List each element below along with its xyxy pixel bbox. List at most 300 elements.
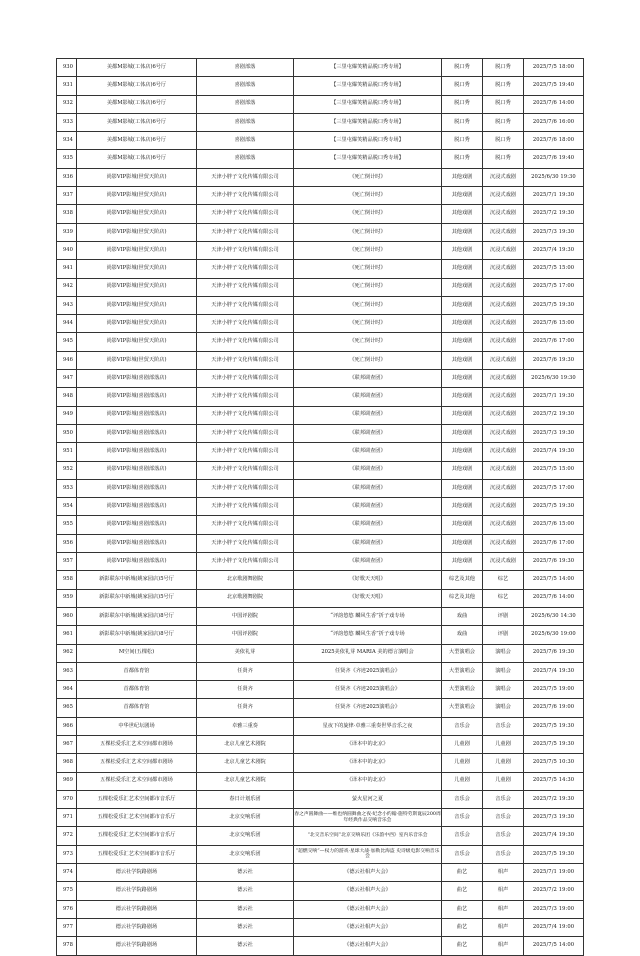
category-cell: 脱口秀 (442, 95, 483, 113)
datetime-cell: 2025/7/5 19:40 (524, 77, 584, 95)
organizer-cell: 天津小胖子文化传媒有限公司 (197, 516, 294, 534)
subcategory-cell: 沉浸式戏剧 (483, 388, 524, 406)
organizer-cell: 美依礼芽 (197, 644, 294, 662)
subcategory-cell: 相声 (483, 864, 524, 882)
category-cell: 儿童剧 (442, 754, 483, 772)
subcategory-cell: 沉浸式戏剧 (483, 296, 524, 314)
category-cell: 儿童剧 (442, 735, 483, 753)
table-row (57, 735, 584, 753)
venue-cell: 德云社学院路剧场 (77, 918, 197, 936)
category-cell: 其他戏剧 (442, 223, 483, 241)
table-row (57, 168, 584, 186)
subcategory-cell: 相声 (483, 882, 524, 900)
table-row (57, 479, 584, 497)
organizer-cell: 天津小胖子文化传媒有限公司 (197, 479, 294, 497)
subcategory-cell: 音乐会 (483, 717, 524, 735)
datetime-cell: 2025/7/1 19:30 (524, 388, 584, 406)
subcategory-cell: 综艺 (483, 589, 524, 607)
row-number: 955 (57, 516, 77, 534)
show-title-cell: 《联邦调查团》 (294, 534, 442, 552)
show-title-cell: 《死亡倒计时》 (294, 205, 442, 223)
organizer-cell: 北京儿童艺术剧院 (197, 754, 294, 772)
subcategory-cell: 沉浸式戏剧 (483, 516, 524, 534)
table-row (57, 241, 584, 259)
table-row (57, 370, 584, 388)
table-row (57, 626, 584, 644)
subcategory-cell: 评剧 (483, 626, 524, 644)
subcategory-cell: 沉浸式戏剧 (483, 187, 524, 205)
subcategory-cell: 沉浸式戏剧 (483, 333, 524, 351)
category-cell: 其他戏剧 (442, 315, 483, 333)
venue-cell: 尚影VIP影城(世贸天阶店) (77, 187, 197, 205)
organizer-cell: 天津小胖子文化传媒有限公司 (197, 296, 294, 314)
table-row (57, 754, 584, 772)
show-title-cell: 《译本中的北京》 (294, 754, 442, 772)
show-title-cell: 《联邦调查团》 (294, 516, 442, 534)
row-number: 931 (57, 77, 77, 95)
venue-cell: 五棵松爱乐汇艺术空间都市剧场 (77, 772, 197, 790)
category-cell: 音乐会 (442, 845, 483, 863)
venue-cell: 五棵松爱乐汇艺术空间都市音乐厅 (77, 827, 197, 845)
table-row (57, 589, 584, 607)
table-row (57, 845, 584, 863)
organizer-cell: 北京交响乐团 (197, 809, 294, 827)
venue-cell: 五棵松爱乐汇艺术空间都市音乐厅 (77, 845, 197, 863)
organizer-cell: 北京歌剧舞剧院 (197, 571, 294, 589)
datetime-cell: 2025/7/5 17:00 (524, 479, 584, 497)
category-cell: 其他戏剧 (442, 370, 483, 388)
datetime-cell: 2025/7/5 14:00 (524, 571, 584, 589)
show-title-cell: 《死亡倒计时》 (294, 168, 442, 186)
show-title-cell: 【三里屯爆笑精品脱口秀专场】 (294, 77, 442, 95)
organizer-cell: 天津小胖子文化传媒有限公司 (197, 168, 294, 186)
row-number: 941 (57, 260, 77, 278)
datetime-cell: 2025/7/3 19:30 (524, 424, 584, 442)
datetime-cell: 2025/7/5 10:30 (524, 754, 584, 772)
table-row (57, 443, 584, 461)
datetime-cell: 2025/7/3 19:30 (524, 223, 584, 241)
datetime-cell: 2025/7/6 14:00 (524, 589, 584, 607)
organizer-cell: 卓雅三重奏 (197, 717, 294, 735)
subcategory-cell: 音乐会 (483, 827, 524, 845)
show-title-cell: 【三里屯爆笑精品脱口秀专场】 (294, 132, 442, 150)
subcategory-cell: 评剧 (483, 607, 524, 625)
table-row (57, 461, 584, 479)
datetime-cell: 2025/7/5 14:00 (524, 937, 584, 955)
venue-cell: M空间(五棵松) (77, 644, 197, 662)
show-title-cell: 《德云社相声大会》 (294, 937, 442, 955)
venue-cell: 新影联东中新城(姚家园店)8号厅 (77, 626, 197, 644)
table-row (57, 333, 584, 351)
datetime-cell: 2025/6/30 19:30 (524, 370, 584, 388)
table-row (57, 77, 584, 95)
show-title-cell: 任贤齐《齐迹2025演唱会》 (294, 662, 442, 680)
organizer-cell: 天津小胖子文化传媒有限公司 (197, 534, 294, 552)
category-cell: 曲艺 (442, 882, 483, 900)
table-row (57, 900, 584, 918)
category-cell: 其他戏剧 (442, 260, 483, 278)
row-number: 962 (57, 644, 77, 662)
row-number: 946 (57, 351, 77, 369)
organizer-cell: 喜剧部落 (197, 113, 294, 131)
row-number: 963 (57, 662, 77, 680)
subcategory-cell: 沉浸式戏剧 (483, 534, 524, 552)
datetime-cell: 2025/7/4 19:30 (524, 827, 584, 845)
datetime-cell: 2025/7/4 19:30 (524, 662, 584, 680)
show-title-cell: 《死亡倒计时》 (294, 296, 442, 314)
row-number: 935 (57, 150, 77, 168)
table-row (57, 827, 584, 845)
schedule-table (56, 58, 584, 956)
venue-cell: 尚影VIP影城(喜剧部落店) (77, 424, 197, 442)
show-title-cell: 《联邦调查团》 (294, 406, 442, 424)
subcategory-cell: 沉浸式戏剧 (483, 223, 524, 241)
schedule-table-body (57, 59, 584, 956)
datetime-cell: 2025/7/2 19:00 (524, 882, 584, 900)
table-row (57, 315, 584, 333)
table-row (57, 864, 584, 882)
category-cell: 其他戏剧 (442, 351, 483, 369)
row-number: 974 (57, 864, 77, 882)
datetime-cell: 2025/7/5 15:00 (524, 260, 584, 278)
organizer-cell: 天津小胖子文化传媒有限公司 (197, 223, 294, 241)
table-row (57, 662, 584, 680)
row-number: 976 (57, 900, 77, 918)
venue-cell: 首都体育馆 (77, 662, 197, 680)
organizer-cell: 北京交响乐团 (197, 827, 294, 845)
category-cell: 音乐会 (442, 809, 483, 827)
subcategory-cell: 沉浸式戏剧 (483, 479, 524, 497)
category-cell: 综艺及其他 (442, 589, 483, 607)
show-title-cell: 《德云社相声大会》 (294, 882, 442, 900)
datetime-cell: 2025/7/5 19:30 (524, 735, 584, 753)
table-row (57, 772, 584, 790)
table-row (57, 882, 584, 900)
venue-cell: 美都M影城(工体店)6号厅 (77, 113, 197, 131)
table-row (57, 132, 584, 150)
subcategory-cell: 脱口秀 (483, 150, 524, 168)
table-row (57, 187, 584, 205)
venue-cell: 尚影VIP影城(喜剧部落店) (77, 443, 197, 461)
category-cell: 其他戏剧 (442, 498, 483, 516)
row-number: 969 (57, 772, 77, 790)
venue-cell: 尚影VIP影城(世贸天阶店) (77, 278, 197, 296)
organizer-cell: 德云社 (197, 864, 294, 882)
show-title-cell: 《德云社相声大会》 (294, 900, 442, 918)
category-cell: 其他戏剧 (442, 187, 483, 205)
category-cell: 大型演唱会 (442, 699, 483, 717)
subcategory-cell: 沉浸式戏剧 (483, 498, 524, 516)
organizer-cell: 任贤齐 (197, 699, 294, 717)
row-number: 939 (57, 223, 77, 241)
category-cell: 曲艺 (442, 864, 483, 882)
row-number: 936 (57, 168, 77, 186)
subcategory-cell: 沉浸式戏剧 (483, 406, 524, 424)
table-row (57, 424, 584, 442)
subcategory-cell: 脱口秀 (483, 59, 524, 77)
row-number: 966 (57, 717, 77, 735)
venue-cell: 美都M影城(工体店)6号厅 (77, 95, 197, 113)
category-cell: 其他戏剧 (442, 516, 483, 534)
category-cell: 其他戏剧 (442, 296, 483, 314)
row-number: 942 (57, 278, 77, 296)
row-number: 968 (57, 754, 77, 772)
show-title-cell: 《死亡倒计时》 (294, 333, 442, 351)
datetime-cell: 2025/7/2 19:30 (524, 790, 584, 808)
table-row (57, 351, 584, 369)
datetime-cell: 2025/7/1 19:30 (524, 187, 584, 205)
table-row (57, 278, 584, 296)
subcategory-cell: 沉浸式戏剧 (483, 553, 524, 571)
datetime-cell: 2025/7/6 18:00 (524, 132, 584, 150)
subcategory-cell: 儿童剧 (483, 754, 524, 772)
datetime-cell: 2025/7/2 19:30 (524, 205, 584, 223)
datetime-cell: 2025/7/2 19:30 (524, 406, 584, 424)
subcategory-cell: 沉浸式戏剧 (483, 260, 524, 278)
row-number: 967 (57, 735, 77, 753)
category-cell: 戏曲 (442, 607, 483, 625)
venue-cell: 美都M影城(工体店)6号厅 (77, 132, 197, 150)
datetime-cell: 2025/7/5 19:30 (524, 845, 584, 863)
subcategory-cell: 沉浸式戏剧 (483, 424, 524, 442)
row-number: 949 (57, 406, 77, 424)
row-number: 930 (57, 59, 77, 77)
show-title-cell: 《联邦调查团》 (294, 443, 442, 461)
table-row (57, 809, 584, 827)
venue-cell: 美都M影城(工体店)6号厅 (77, 59, 197, 77)
row-number: 952 (57, 461, 77, 479)
show-title-cell: 《死亡倒计时》 (294, 278, 442, 296)
datetime-cell: 2025/7/4 19:00 (524, 918, 584, 936)
organizer-cell: 天津小胖子文化传媒有限公司 (197, 406, 294, 424)
venue-cell: 五棵松爱乐汇艺术空间都市音乐厅 (77, 790, 197, 808)
organizer-cell: 天津小胖子文化传媒有限公司 (197, 370, 294, 388)
category-cell: 其他戏剧 (442, 241, 483, 259)
subcategory-cell: 沉浸式戏剧 (483, 351, 524, 369)
datetime-cell: 2025/7/5 19:30 (524, 498, 584, 516)
row-number: 940 (57, 241, 77, 259)
category-cell: 脱口秀 (442, 77, 483, 95)
subcategory-cell: 脱口秀 (483, 95, 524, 113)
show-title-cell: 《联邦调查团》 (294, 370, 442, 388)
subcategory-cell: 演唱会 (483, 681, 524, 699)
venue-cell: 尚影VIP影城(喜剧部落店) (77, 406, 197, 424)
show-title-cell: 《死亡倒计时》 (294, 187, 442, 205)
subcategory-cell: 相声 (483, 937, 524, 955)
subcategory-cell: 脱口秀 (483, 77, 524, 95)
subcategory-cell: 音乐会 (483, 790, 524, 808)
table-row (57, 571, 584, 589)
show-title-cell: 《死亡倒计时》 (294, 241, 442, 259)
show-title-cell: 《联邦调查团》 (294, 498, 442, 516)
datetime-cell: 2025/7/6 19:30 (524, 351, 584, 369)
row-number: 954 (57, 498, 77, 516)
datetime-cell: 2025/6/30 14:30 (524, 607, 584, 625)
category-cell: 其他戏剧 (442, 443, 483, 461)
venue-cell: 尚影VIP影城(喜剧部落店) (77, 553, 197, 571)
organizer-cell: 天津小胖子文化传媒有限公司 (197, 260, 294, 278)
subcategory-cell: 沉浸式戏剧 (483, 205, 524, 223)
datetime-cell: 2025/7/3 19:00 (524, 900, 584, 918)
organizer-cell: 天津小胖子文化传媒有限公司 (197, 241, 294, 259)
row-number: 964 (57, 681, 77, 699)
table-row (57, 607, 584, 625)
organizer-cell: 天津小胖子文化传媒有限公司 (197, 461, 294, 479)
venue-cell: 尚影VIP影城(世贸天阶店) (77, 241, 197, 259)
datetime-cell: 2025/7/6 19:00 (524, 699, 584, 717)
datetime-cell: 2025/7/5 19:00 (524, 681, 584, 699)
table-row (57, 681, 584, 699)
datetime-cell: 2025/7/3 19:30 (524, 809, 584, 827)
table-row (57, 59, 584, 77)
datetime-cell: 2025/7/5 19:30 (524, 296, 584, 314)
row-number: 950 (57, 424, 77, 442)
table-row (57, 516, 584, 534)
show-title-cell: 萤火星河之夏 (294, 790, 442, 808)
category-cell: 脱口秀 (442, 113, 483, 131)
show-title-cell: 《死亡倒计时》 (294, 260, 442, 278)
organizer-cell: 喜剧部落 (197, 95, 294, 113)
row-number: 948 (57, 388, 77, 406)
show-title-cell: 《死亡倒计时》 (294, 315, 442, 333)
datetime-cell: 2025/7/5 19:30 (524, 717, 584, 735)
show-title-cell: 【三里屯爆笑精品脱口秀专场】 (294, 59, 442, 77)
venue-cell: 德云社学院路剧场 (77, 882, 197, 900)
category-cell: 音乐会 (442, 790, 483, 808)
category-cell: 其他戏剧 (442, 205, 483, 223)
category-cell: 其他戏剧 (442, 278, 483, 296)
venue-cell: 五棵松爱乐汇艺术空间都市剧场 (77, 735, 197, 753)
category-cell: 脱口秀 (442, 132, 483, 150)
show-title-cell: 《德云社相声大会》 (294, 918, 442, 936)
category-cell: 其他戏剧 (442, 534, 483, 552)
row-number: 951 (57, 443, 77, 461)
show-title-cell: 星夜下的旋律·卓雅三重奏世界音乐之夜 (294, 717, 442, 735)
show-title-cell: 任贤齐《齐迹2025演唱会》 (294, 699, 442, 717)
organizer-cell: 天津小胖子文化传媒有限公司 (197, 443, 294, 461)
organizer-cell: 春日计划乐团 (197, 790, 294, 808)
venue-cell: 尚影VIP影城(喜剧部落店) (77, 370, 197, 388)
datetime-cell: 2025/7/4 19:30 (524, 241, 584, 259)
organizer-cell: 北京交响乐团 (197, 845, 294, 863)
table-row (57, 205, 584, 223)
subcategory-cell: 演唱会 (483, 662, 524, 680)
show-title-cell: “超燃交响”—权力的游戏·星球大战·加勒比海盗 史诗级电影交响音乐会 (294, 845, 442, 863)
category-cell: 戏曲 (442, 626, 483, 644)
datetime-cell: 2025/7/6 17:00 (524, 333, 584, 351)
venue-cell: 尚影VIP影城(世贸天阶店) (77, 223, 197, 241)
show-title-cell: 《联邦调查团》 (294, 461, 442, 479)
organizer-cell: 天津小胖子文化传媒有限公司 (197, 187, 294, 205)
venue-cell: 尚影VIP影城(喜剧部落店) (77, 461, 197, 479)
row-number: 957 (57, 553, 77, 571)
venue-cell: 尚影VIP影城(世贸天阶店) (77, 205, 197, 223)
row-number: 944 (57, 315, 77, 333)
show-title-cell: 《死亡倒计时》 (294, 223, 442, 241)
organizer-cell: 德云社 (197, 918, 294, 936)
venue-cell: 尚影VIP影城(世贸天阶店) (77, 333, 197, 351)
show-title-cell: 《译本中的北京》 (294, 735, 442, 753)
venue-cell: 新影联东中新城(姚家园店)5号厅 (77, 589, 197, 607)
subcategory-cell: 相声 (483, 900, 524, 918)
row-number: 970 (57, 790, 77, 808)
category-cell: 其他戏剧 (442, 553, 483, 571)
row-number: 958 (57, 571, 77, 589)
organizer-cell: 德云社 (197, 937, 294, 955)
venue-cell: 尚影VIP影城(世贸天阶店) (77, 296, 197, 314)
row-number: 972 (57, 827, 77, 845)
venue-cell: 德云社学院路剧场 (77, 937, 197, 955)
organizer-cell: 天津小胖子文化传媒有限公司 (197, 315, 294, 333)
datetime-cell: 2025/7/6 15:00 (524, 516, 584, 534)
row-number: 943 (57, 296, 77, 314)
category-cell: 其他戏剧 (442, 388, 483, 406)
datetime-cell: 2025/7/5 14:30 (524, 772, 584, 790)
row-number: 978 (57, 937, 77, 955)
organizer-cell: 德云社 (197, 900, 294, 918)
subcategory-cell: 相声 (483, 918, 524, 936)
row-number: 947 (57, 370, 77, 388)
table-row (57, 113, 584, 131)
show-title-cell: 《联邦调查团》 (294, 553, 442, 571)
organizer-cell: 喜剧部落 (197, 59, 294, 77)
category-cell: 大型演唱会 (442, 644, 483, 662)
datetime-cell: 2025/7/5 17:00 (524, 278, 584, 296)
datetime-cell: 2025/7/6 16:00 (524, 113, 584, 131)
datetime-cell: 2025/7/6 19:30 (524, 553, 584, 571)
venue-cell: 五棵松爱乐汇艺术空间都市音乐厅 (77, 809, 197, 827)
organizer-cell: 喜剧部落 (197, 150, 294, 168)
subcategory-cell: 音乐会 (483, 809, 524, 827)
venue-cell: 首都体育馆 (77, 699, 197, 717)
venue-cell: 尚影VIP影城(喜剧部落店) (77, 516, 197, 534)
row-number: 959 (57, 589, 77, 607)
organizer-cell: 天津小胖子文化传媒有限公司 (197, 424, 294, 442)
organizer-cell: 喜剧部落 (197, 77, 294, 95)
subcategory-cell: 沉浸式戏剧 (483, 370, 524, 388)
show-title-cell: 《联邦调查团》 (294, 424, 442, 442)
organizer-cell: 天津小胖子文化传媒有限公司 (197, 351, 294, 369)
table-row (57, 260, 584, 278)
datetime-cell: 2025/7/1 19:00 (524, 864, 584, 882)
datetime-cell: 2025/7/6 14:00 (524, 95, 584, 113)
row-number: 973 (57, 845, 77, 863)
datetime-cell: 2025/7/6 17:00 (524, 534, 584, 552)
table-row (57, 150, 584, 168)
organizer-cell: 北京歌剧舞剧院 (197, 589, 294, 607)
category-cell: 其他戏剧 (442, 406, 483, 424)
table-row (57, 699, 584, 717)
datetime-cell: 2025/7/6 19:30 (524, 644, 584, 662)
show-title-cell: 【三里屯爆笑精品脱口秀专场】 (294, 113, 442, 131)
datetime-cell: 2025/7/6 15:00 (524, 315, 584, 333)
row-number: 953 (57, 479, 77, 497)
datetime-cell: 2025/7/5 15:00 (524, 461, 584, 479)
datetime-cell: 2025/6/30 19:30 (524, 168, 584, 186)
row-number: 932 (57, 95, 77, 113)
organizer-cell: 天津小胖子文化传媒有限公司 (197, 205, 294, 223)
venue-cell: 尚影VIP影城(喜剧部落店) (77, 534, 197, 552)
datetime-cell: 2025/7/4 19:30 (524, 443, 584, 461)
table-row (57, 296, 584, 314)
show-title-cell: 任贤齐《齐迹2025演唱会》 (294, 681, 442, 699)
organizer-cell: 喜剧部落 (197, 132, 294, 150)
subcategory-cell: 儿童剧 (483, 735, 524, 753)
venue-cell: 德云社学院路剧场 (77, 900, 197, 918)
organizer-cell: 北京儿童艺术剧院 (197, 735, 294, 753)
venue-cell: 尚影VIP影城(喜剧部落店) (77, 498, 197, 516)
category-cell: 其他戏剧 (442, 424, 483, 442)
